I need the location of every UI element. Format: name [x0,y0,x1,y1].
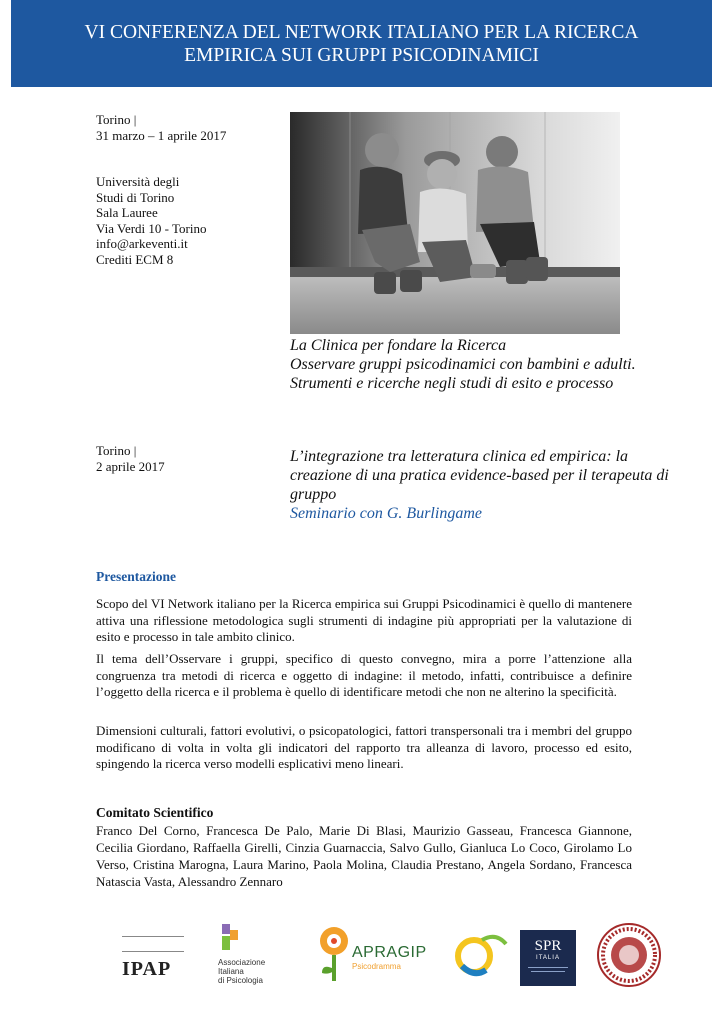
spr-italia-logo [520,930,576,986]
presentazione-paragraph: Scopo del VI Network italiano per la Ricerca empirica sui Gruppi Psicodinamici è quello di mantenere attiva una riflessione metodologica sugli strumenti di indagine più appropriati per la valutazione di esito e processo in tale ambito clinico. [96,596,632,644]
apragip-logo-subtext: Psicodramma [352,962,401,971]
ecm-credits: Crediti ECM 8 [96,251,174,267]
aip-logo-text: Associazione Italiana di Psicologia [218,958,266,985]
venue-line: Sala Lauree [96,205,158,220]
ipap-logo-text: IPAP [122,958,172,980]
presentazione-heading: Presentazione [96,569,176,584]
presentazione-paragraph: Il tema dell’Osservare i gruppi, specifico di questo convegno, mira a porre l’attenzione alla congruenza tra metodi di ricerca e oggetto di indagine: il metodo, infatti, contribuisce a definire l’oggetto della ricerca e il problema è quello di identificare metodi che non ne alterino la specificità. [96,651,632,699]
spr-logo-subtext: ITALIA [536,955,560,961]
day1-date: 31 marzo – 1 aprile 2017 [96,127,227,143]
venue-block [96,174,206,267]
aip-logo [218,922,290,988]
conference-header [11,0,712,87]
day2-date: 2 aprile 2017 [96,458,165,474]
presentazione-paragraph: Dimensioni culturali, fattori evolutivi, o psicopatologici, fattori transpersonali tra i membri del gruppo modificano di volta in volta gli indicatori del rapporto tra alleanza di lavoro, processo ed esito, spingendo la ricerca verso modelli esplicativi meno lineari. [96,723,632,771]
children-photo-illustration [290,112,620,334]
header-title-line2: EMPIRICA SUI GRUPPI PSICODINAMICI [184,44,539,66]
comitato-members: Franco Del Corno, Francesca De Palo, Marie Di Blasi, Maurizio Gasseau, Francesca Giannone, Cecilia Giordano, Raffaella Girelli, Cinzia Guarnaccia, Salvo Gullo, Gianluca Lo Coco, Girolamo Lo Verso, Cristina Marogna, Laura Marino, Paola Molina, Claudia Prestano, Angela Sordano, Francesca Natascia Vasta, Alessandro Zennaro [96,823,632,889]
apragip-logo [352,944,442,976]
day1-city: Torino | [96,112,137,127]
children-photo [290,112,620,334]
flower-logo [316,925,352,987]
apragip-logo-text: APRAGIP [352,944,427,961]
venue-line: Università degli [96,174,180,189]
day1-event-subtitle: Osservare gruppi psicodinamici con bambini e adulti. Strumenti e ricerche negli studi di esito e processo [290,356,636,392]
header-title-line1: VI CONFERENZA DEL NETWORK ITALIANO PER LA RICERCA [84,21,639,43]
day1-event [290,336,685,393]
aip-mark-icon [218,922,244,954]
university-seal-logo [596,922,662,988]
comitato-heading: Comitato Scientifico [96,805,214,820]
day1-info [96,112,226,143]
day2-seminar-label: Seminario con G. Burlingame [290,505,482,522]
day1-event-title: La Clinica per fondare la Ricerca [290,337,507,354]
day2-info [96,443,165,474]
ring-mark-icon [452,926,508,984]
venue-address: Via Verdi 10 - Torino [96,220,207,236]
flower-icon [316,925,352,987]
day2-event-title: L’integrazione tra letteratura clinica ed empirica: la creazione di una pratica evidence-based per il terapeuta di gruppo [290,448,669,503]
contact-email[interactable]: info@arkeventi.it [96,236,188,251]
ipap-logo [122,930,184,990]
venue-line: Studi di Torino [96,189,175,205]
spr-logo-text: SPR [534,938,562,954]
day2-event [290,447,685,523]
ring-logo [452,926,508,984]
day2-city: Torino | [96,443,137,458]
university-seal-icon [596,922,662,988]
